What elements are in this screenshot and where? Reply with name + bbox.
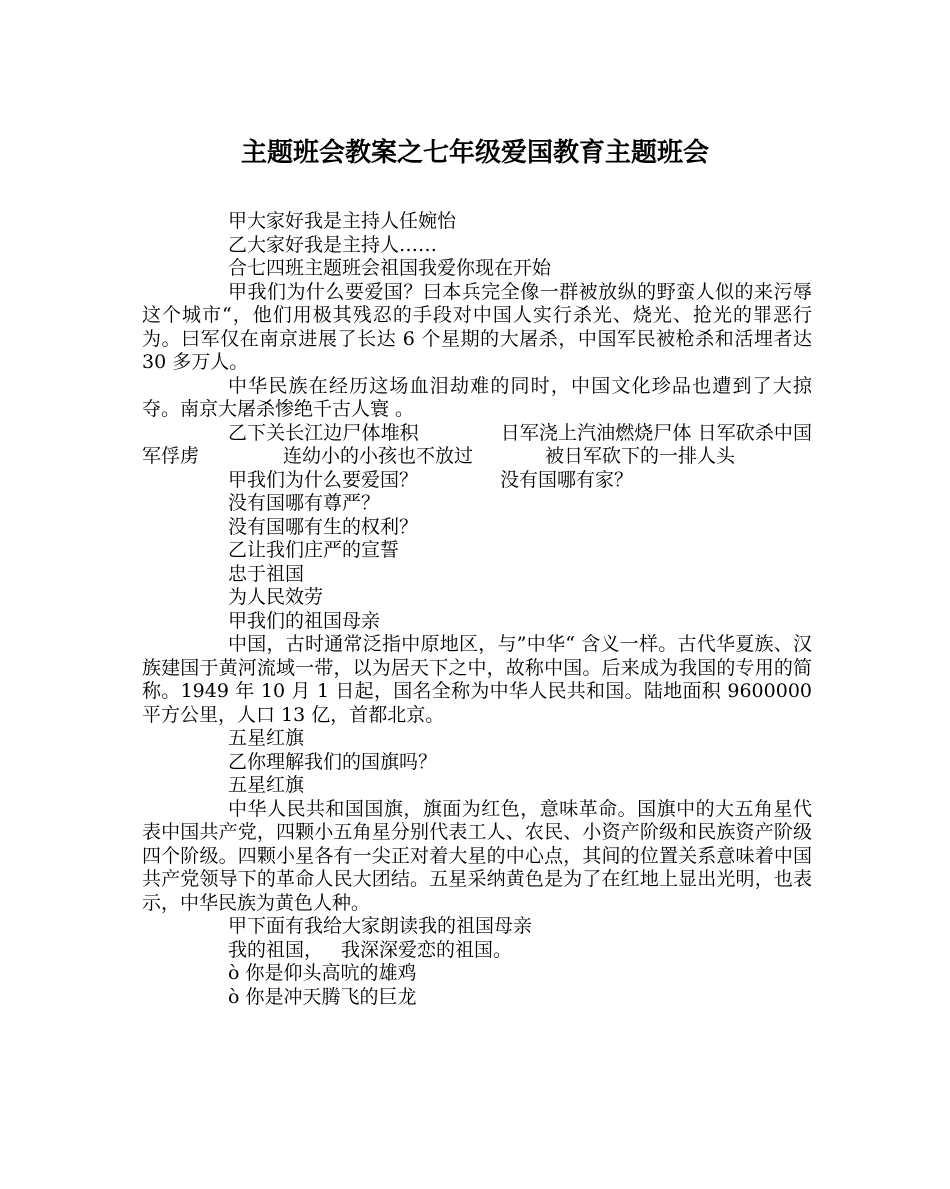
question-text: 甲我们为什么要爱国？	[228, 468, 419, 491]
poem-text: 我深深爱恋的祖国。	[341, 938, 513, 961]
paragraph: 合七四班主题班会祖国我爱你现在开始	[228, 257, 552, 279]
photo-caption: 连幼小的小孩也不放过	[283, 445, 474, 467]
paragraph: 乙你理解我们的国旗吗？	[228, 750, 438, 773]
paragraph: 中华民族在经历这场血泪劫难的同时，中国文化珍品也遭到了大掠夺。南京大屠杀惨绝千古人寰 。	[142, 374, 812, 420]
photo-caption: 被日军砍下的一排人头	[545, 445, 736, 467]
paragraph: 五星红旗	[228, 774, 305, 796]
photo-caption: 日军砍杀中国军俘虏	[142, 421, 812, 467]
paragraph	[142, 939, 812, 963]
document-title: 主题班会教案之七年级爱国教育主题班会	[240, 138, 709, 168]
paragraph: 为人民效劳	[228, 586, 324, 608]
paragraph: 中华人民共和国国旗，旗面为红色，意味革命。国旗中的大五角星代表中国共产党，四颗小五角星分别代表工人、农民、小资产阶级和民族资产阶级四个阶级。四颗小星各有一尖正对着大星的中心点，其间的位置关系意味着中国共产党领导下的革命人民大团结。五星采纳黄色是为了在红地上显出光明，也表示，中华民族为黄色人种。	[142, 797, 812, 914]
paragraph: 没有国哪有尊严？	[228, 492, 381, 514]
list-item: ò 你是冲天腾飞的巨龙	[228, 985, 417, 1008]
photo-captions-paragraph	[142, 422, 812, 469]
paragraph: 甲下面有我给大家朗读我的祖国母亲	[228, 915, 533, 937]
paragraph: 五星红旗	[228, 727, 305, 749]
paragraph: 没有国哪有生的权利？	[228, 515, 419, 538]
photo-caption: 乙下关长江边尸体堆积	[228, 421, 419, 444]
answer-text: 没有国哪有家？	[500, 468, 634, 491]
paragraph: 中国，古时通常泛指中原地区，与”中华“ 含义一样。古代华夏族、汉族建国于黄河流域一带，以为居天下之中，故称中国。后来成为我国的专用的简称。1949 年 10 月 1 日起，国名全称为中华人民共和国。陆地面积 9600000 平方公里，人口 13 亿，首都北京。	[142, 633, 812, 726]
paragraph	[142, 469, 812, 493]
poem-text: 我的祖国，	[228, 938, 324, 961]
paragraph: 甲大家好我是主持人任婉怡	[228, 210, 457, 232]
paragraph: 甲我们为什么要爱国？曰本兵完全像一群被放纵的野蛮人似的来污辱这个城市“，他们用极其残忍的手段对中国人实行杀光、烧光、抢光的罪恶行为。曰军仅在南京进展了长达 6 个星期的大屠杀，中国军民被枪杀和活埋者达 30 多万人。	[142, 280, 812, 373]
paragraph: 甲我们的祖国母亲	[228, 609, 381, 632]
list-item: ò 你是仰头高吭的雄鸡	[228, 962, 417, 984]
paragraph: 忠于祖国	[228, 562, 305, 585]
paragraph: 乙让我们庄严的宣誓	[228, 539, 400, 561]
document-body	[142, 210, 812, 1009]
photo-caption: 日军浇上汽油燃烧尸体	[500, 421, 692, 444]
paragraph: 乙大家好我是主持人……	[228, 233, 438, 256]
